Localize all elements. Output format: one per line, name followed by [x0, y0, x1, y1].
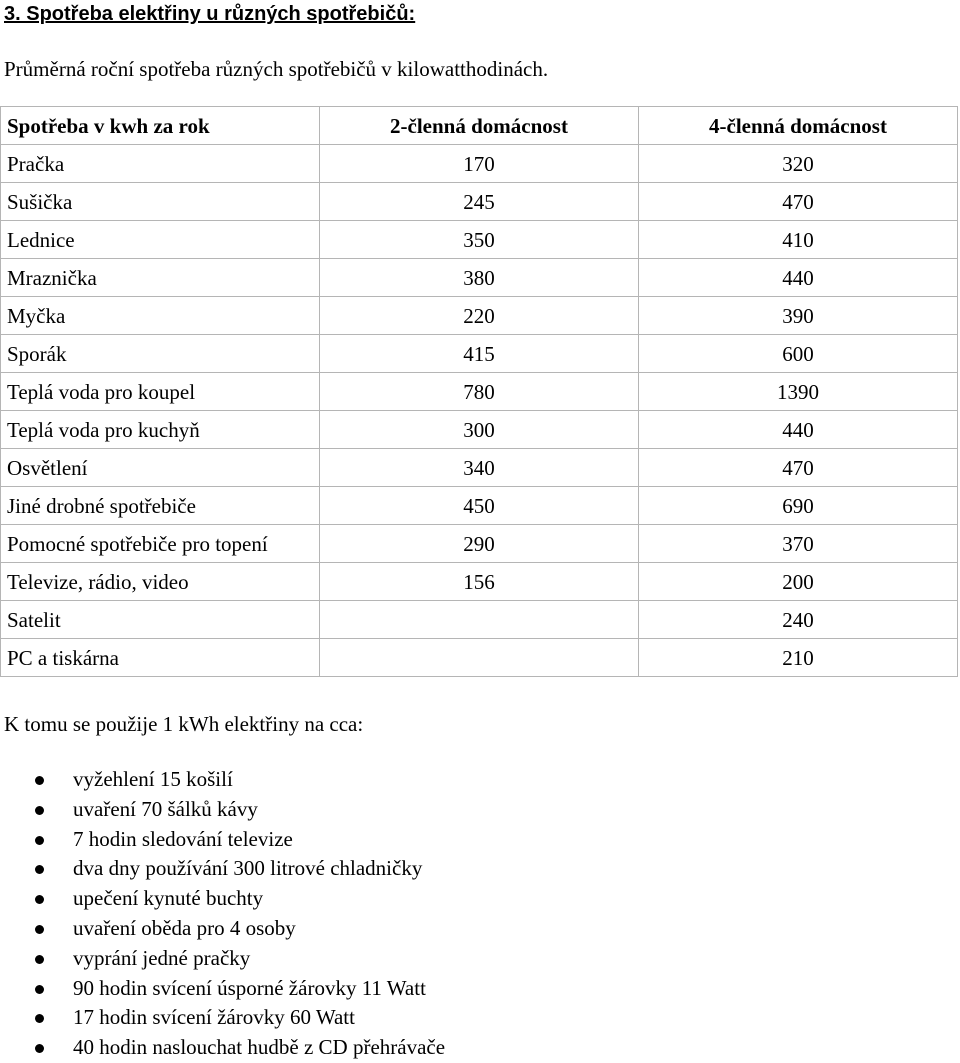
list-item [0, 795, 445, 825]
list-item [0, 825, 445, 855]
consumption-table [0, 106, 958, 677]
table-row [1, 487, 958, 525]
cell-2-member: 300 [320, 411, 639, 449]
table-row [1, 373, 958, 411]
list-intro: K tomu se použije 1 kWh elektřiny na cca: [4, 712, 364, 736]
cell-2-member: 170 [320, 145, 639, 183]
list-item-text: uvaření oběda pro 4 osoby [73, 915, 296, 940]
cell-4-member: 470 [639, 449, 958, 487]
list-item-text: uvaření 70 šálků kávy [73, 796, 258, 821]
list-item-text: 17 hodin svícení žárovky 60 Watt [73, 1005, 355, 1030]
bullet-icon [35, 1014, 44, 1023]
cell-4-member: 1390 [639, 373, 958, 411]
bullet-icon [35, 895, 44, 904]
bullet-icon [35, 836, 44, 845]
header-cell-4-member: 4-členná domácnost [639, 107, 958, 145]
cell-appliance: Televize, rádio, video [1, 563, 320, 601]
bullet-icon [35, 806, 44, 815]
cell-4-member: 440 [639, 411, 958, 449]
list-item-text: 90 hodin svícení úsporné žárovky 11 Watt [73, 975, 426, 1000]
cell-4-member: 210 [639, 639, 958, 677]
table-row [1, 183, 958, 221]
table-row [1, 297, 958, 335]
cell-4-member: 200 [639, 563, 958, 601]
cell-2-member [320, 601, 639, 639]
list-item [0, 944, 445, 974]
usage-list [0, 765, 445, 1063]
cell-4-member: 370 [639, 525, 958, 563]
cell-appliance: Satelit [1, 601, 320, 639]
list-item [0, 765, 445, 795]
table-body [1, 145, 958, 677]
list-item-text: vyžehlení 15 košilí [73, 767, 233, 791]
cell-4-member: 470 [639, 183, 958, 221]
cell-4-member: 440 [639, 259, 958, 297]
list-item [0, 914, 445, 944]
bullet-icon [35, 955, 44, 964]
cell-4-member: 410 [639, 221, 958, 259]
table-row [1, 563, 958, 601]
cell-2-member: 350 [320, 221, 639, 259]
table-row [1, 601, 958, 639]
cell-2-member: 450 [320, 487, 639, 525]
bullet-icon [35, 925, 44, 934]
bullet-icon [35, 865, 44, 874]
cell-appliance: Pračka [1, 145, 320, 183]
cell-2-member [320, 639, 639, 677]
list-item-text: dva dny používání 300 litrové chladničky [73, 856, 423, 881]
cell-2-member: 245 [320, 183, 639, 221]
cell-4-member: 320 [639, 145, 958, 183]
table-row [1, 259, 958, 297]
list-item-text: 7 hodin sledování televize [73, 826, 293, 851]
cell-2-member: 340 [320, 449, 639, 487]
list-item [0, 974, 445, 1004]
cell-4-member: 690 [639, 487, 958, 525]
table-row [1, 525, 958, 563]
list-item [0, 854, 445, 884]
cell-2-member: 290 [320, 525, 639, 563]
cell-appliance: Teplá voda pro kuchyň [1, 411, 320, 449]
cell-2-member: 780 [320, 373, 639, 411]
table-row [1, 639, 958, 677]
cell-appliance: Osvětlení [1, 449, 320, 487]
table-row [1, 145, 958, 183]
bullet-icon [35, 1044, 44, 1053]
list-item-text: upečení kynuté buchty [73, 886, 264, 911]
table-row [1, 221, 958, 259]
cell-appliance: Jiné drobné spotřebiče [1, 487, 320, 525]
intro-text: Průměrná roční spotřeba různých spotřebičů v kilowatthodinách. [4, 57, 549, 81]
cell-appliance: Sporák [1, 335, 320, 373]
header-cell-2-member: 2-členná domácnost [320, 107, 639, 145]
header-cell-appliance: Spotřeba v kwh za rok [1, 107, 320, 145]
cell-appliance: Mraznička [1, 259, 320, 297]
list-item-text: vyprání jedné pračky [73, 945, 251, 970]
cell-appliance: Teplá voda pro koupel [1, 373, 320, 411]
list-item [0, 1003, 445, 1033]
section-heading: 3. Spotřeba elektřiny u různých spotřebičů: [4, 3, 416, 25]
cell-appliance: PC a tiskárna [1, 639, 320, 677]
cell-4-member: 390 [639, 297, 958, 335]
cell-appliance: Lednice [1, 221, 320, 259]
table-header-row [1, 107, 958, 145]
list-item [0, 1033, 445, 1063]
bullet-icon [35, 985, 44, 994]
cell-appliance: Pomocné spotřebiče pro topení [1, 525, 320, 563]
cell-appliance: Sušička [1, 183, 320, 221]
cell-2-member: 380 [320, 259, 639, 297]
cell-4-member: 600 [639, 335, 958, 373]
cell-2-member: 415 [320, 335, 639, 373]
table-row [1, 335, 958, 373]
cell-4-member: 240 [639, 601, 958, 639]
list-item-text: 40 hodin naslouchat hudbě z CD přehrávače [73, 1035, 446, 1060]
table-row [1, 411, 958, 449]
cell-2-member: 156 [320, 563, 639, 601]
list-item [0, 884, 445, 914]
table-row [1, 449, 958, 487]
cell-2-member: 220 [320, 297, 639, 335]
bullet-icon [35, 776, 44, 785]
cell-appliance: Myčka [1, 297, 320, 335]
